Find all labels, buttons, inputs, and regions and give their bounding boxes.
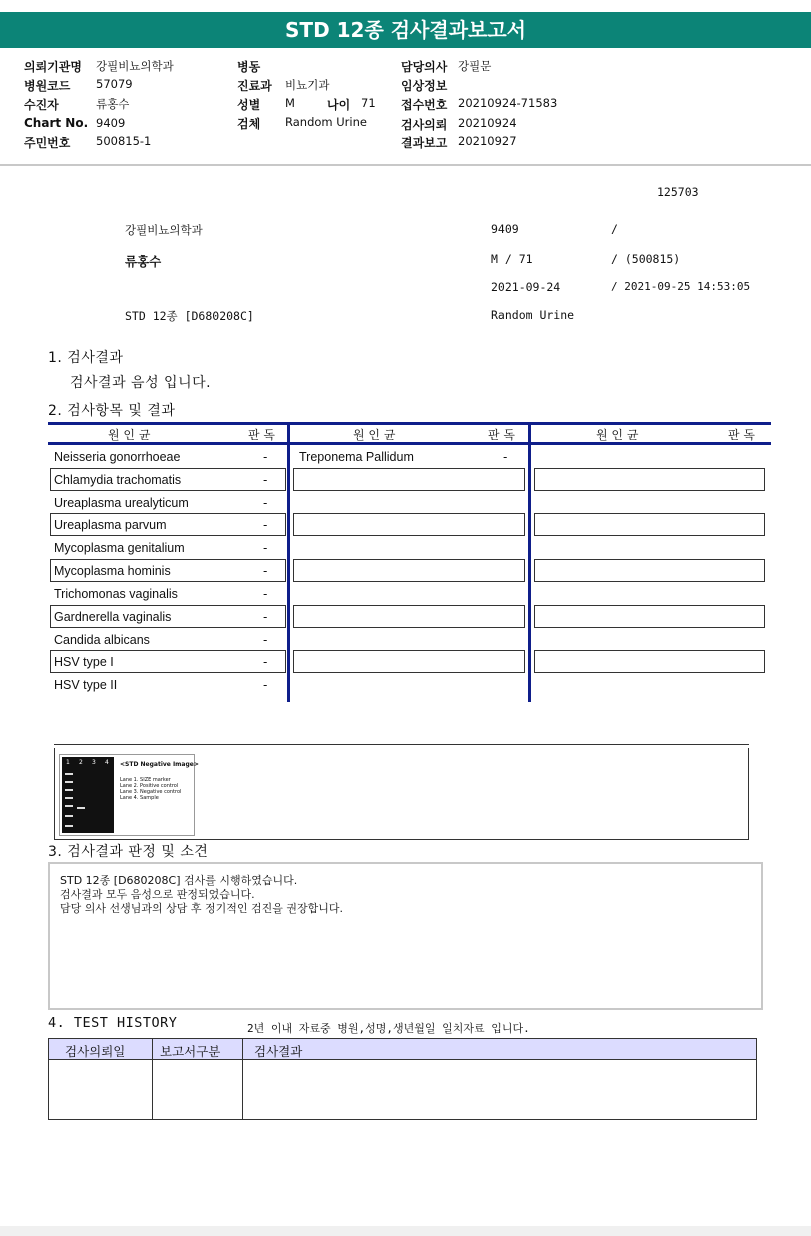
pathogen-name: Candida albicans	[54, 633, 150, 647]
lane-number: 2	[79, 759, 83, 766]
table-top-rule	[48, 422, 771, 425]
pathogen-result: -	[263, 678, 268, 692]
col1-result-header: 판 독	[248, 428, 275, 442]
pathogen-result: -	[263, 564, 268, 578]
pathogen-result: -	[263, 473, 268, 487]
pathogen-result: -	[263, 633, 268, 647]
rrn-value: 500815-1	[96, 134, 152, 148]
pathogen-name: Gardnerella vaginalis	[54, 610, 172, 624]
report-label: 결과보고	[401, 136, 448, 150]
row-box	[293, 650, 525, 673]
report-value: 20210927	[458, 134, 517, 148]
col1-pathogen-header: 원 인 균	[108, 428, 151, 442]
pathogen-name: Trichomonas vaginalis	[54, 587, 178, 601]
table-divider-1	[287, 422, 290, 702]
report-number: 125703	[657, 185, 699, 199]
row-box	[534, 468, 765, 491]
row-box	[534, 605, 765, 628]
pathogen-result: -	[503, 450, 508, 464]
gel-caption: Lane 4. Sample	[120, 795, 159, 801]
col3-result-header: 판 독	[728, 428, 755, 442]
pathogen-name: Neisseria gonorrhoeae	[54, 450, 181, 464]
doctor-value: 강필문	[458, 59, 492, 73]
col3-pathogen-header: 원 인 균	[596, 428, 639, 442]
history-right-line	[756, 1060, 757, 1120]
history-note: 2년 이내 자료중 병원,성명,생년월일 일치자료 입니다.	[247, 1022, 530, 1035]
info-chart: 9409	[491, 222, 519, 236]
section2-title: 2. 검사항목 및 결과	[48, 403, 176, 419]
info-request-date: 2021-09-24	[491, 280, 561, 294]
opinion-line: STD 12종 [D680208C] 검사를 시행하였습니다.	[60, 874, 298, 887]
table-header-rule	[48, 442, 771, 445]
pathogen-result: -	[263, 496, 268, 510]
section4-title: 4. TEST HISTORY	[48, 1015, 178, 1031]
info-birth: / (500815)	[611, 252, 681, 266]
info-sex-age: M / 71	[491, 252, 533, 266]
institution-value: 강필비뇨의학과	[96, 59, 174, 73]
pathogen-name: Ureaplasma urealyticum	[54, 496, 189, 510]
gel-band	[65, 789, 73, 791]
gel-band	[65, 815, 73, 817]
gel-caption-title: <STD Negative Image>	[120, 761, 199, 768]
pathogen-result: -	[263, 610, 268, 624]
pathogen-name: Chlamydia trachomatis	[54, 473, 182, 487]
gel-electrophoresis-image	[59, 754, 199, 836]
header-divider	[0, 164, 811, 166]
gel-band	[65, 797, 73, 799]
gel-caption: Lane 3. Negative control	[120, 789, 182, 795]
age-label: 나이	[327, 98, 351, 112]
opinion-line: 담당 의사 선생님과의 상담 후 정기적인 검진을 권장합니다.	[60, 902, 343, 915]
request-value: 20210924	[458, 116, 517, 130]
gel-band	[65, 805, 73, 807]
history-bottom-line	[48, 1119, 757, 1120]
pathogen-name: HSV type I	[54, 655, 114, 669]
pathogen-result: -	[263, 655, 268, 669]
pathogen-result: -	[263, 518, 268, 532]
gel-top-rule	[54, 744, 749, 745]
institution-label: 의뢰기관명	[24, 60, 82, 74]
history-col-result: 검사결과	[254, 1044, 303, 1059]
receipt-value: 20210924-71583	[458, 96, 558, 110]
gel-caption: Lane 1. SIZE marker	[120, 777, 171, 783]
history-col-request-date: 검사의뢰일	[65, 1044, 126, 1059]
chart-value: 9409	[96, 116, 126, 130]
info-clinic: 강필비뇨의학과	[125, 223, 203, 237]
doctor-label: 담당의사	[401, 60, 448, 74]
pathogen-result: -	[263, 450, 268, 464]
sex-label: 성별	[237, 98, 261, 112]
gel-band	[77, 807, 85, 809]
gel-band	[65, 773, 73, 775]
specimen-label: 검체	[237, 117, 261, 131]
report-title: STD 12종 검사결과보고서	[0, 12, 811, 48]
lane-number: 3	[92, 759, 96, 766]
pathogen-name: HSV type II	[54, 678, 118, 692]
age-value: 71	[361, 96, 376, 110]
section1-summary: 검사결과 음성 입니다.	[70, 375, 212, 391]
gel-lanes	[62, 757, 114, 833]
chart-label: Chart No.	[24, 116, 89, 130]
section1-title: 1. 검사결과	[48, 350, 124, 366]
history-col-line	[242, 1038, 243, 1120]
pathogen-name: Mycoplasma hominis	[54, 564, 171, 578]
gel-image-panel	[54, 748, 749, 840]
pathogen-name: Mycoplasma genitalium	[54, 541, 185, 555]
hospital-code-value: 57079	[96, 77, 133, 91]
section3-title: 3. 검사결과 판정 및 소견	[48, 844, 209, 860]
row-box	[293, 468, 525, 491]
gel-band	[65, 825, 73, 827]
row-box	[293, 605, 525, 628]
info-test-name: STD 12종 [D680208C]	[125, 309, 254, 323]
row-box	[293, 513, 525, 536]
history-col-report-type: 보고서구분	[160, 1044, 221, 1059]
sex-value: M	[285, 96, 295, 110]
row-box	[293, 559, 525, 582]
history-header-row	[48, 1038, 757, 1060]
history-col-line	[152, 1038, 153, 1120]
clinical-label: 임상정보	[401, 79, 448, 93]
pathogen-name: Treponema Pallidum	[299, 450, 414, 464]
patient-value: 류홍수	[96, 97, 130, 111]
request-label: 검사의뢰	[401, 118, 448, 132]
pathogen-result: -	[263, 541, 268, 555]
hospital-code-label: 병원코드	[24, 79, 71, 93]
table-divider-2	[528, 422, 531, 702]
opinion-box	[48, 862, 763, 1010]
dept-value: 비뇨기과	[285, 78, 330, 92]
info-report-datetime: / 2021-09-25 14:53:05	[611, 280, 751, 293]
history-left-line	[48, 1060, 49, 1120]
col2-result-header: 판 독	[488, 428, 515, 442]
info-specimen: Random Urine	[491, 308, 575, 322]
rrn-label: 주민번호	[24, 136, 71, 150]
opinion-line: 검사결과 모두 음성으로 판정되었습니다.	[60, 888, 255, 901]
footer-bar	[0, 1226, 811, 1236]
receipt-label: 접수번호	[401, 98, 448, 112]
ward-label: 병동	[237, 60, 261, 74]
patient-label: 수진자	[24, 98, 59, 112]
pathogen-result: -	[263, 587, 268, 601]
gel-caption: Lane 2. Positive control	[120, 783, 179, 789]
info-slash: /	[611, 222, 618, 236]
lane-number: 1	[66, 759, 70, 766]
row-box	[534, 559, 765, 582]
specimen-value: Random Urine	[285, 115, 367, 129]
lane-number: 4	[105, 759, 109, 766]
results-table	[48, 422, 771, 702]
row-box	[534, 513, 765, 536]
col2-pathogen-header: 원 인 균	[353, 428, 396, 442]
row-box	[534, 650, 765, 673]
gel-band	[65, 781, 73, 783]
history-table	[48, 1038, 757, 1120]
pathogen-name: Ureaplasma parvum	[54, 518, 167, 532]
info-patient: 류홍수	[125, 254, 162, 269]
dept-label: 진료과	[237, 79, 272, 93]
